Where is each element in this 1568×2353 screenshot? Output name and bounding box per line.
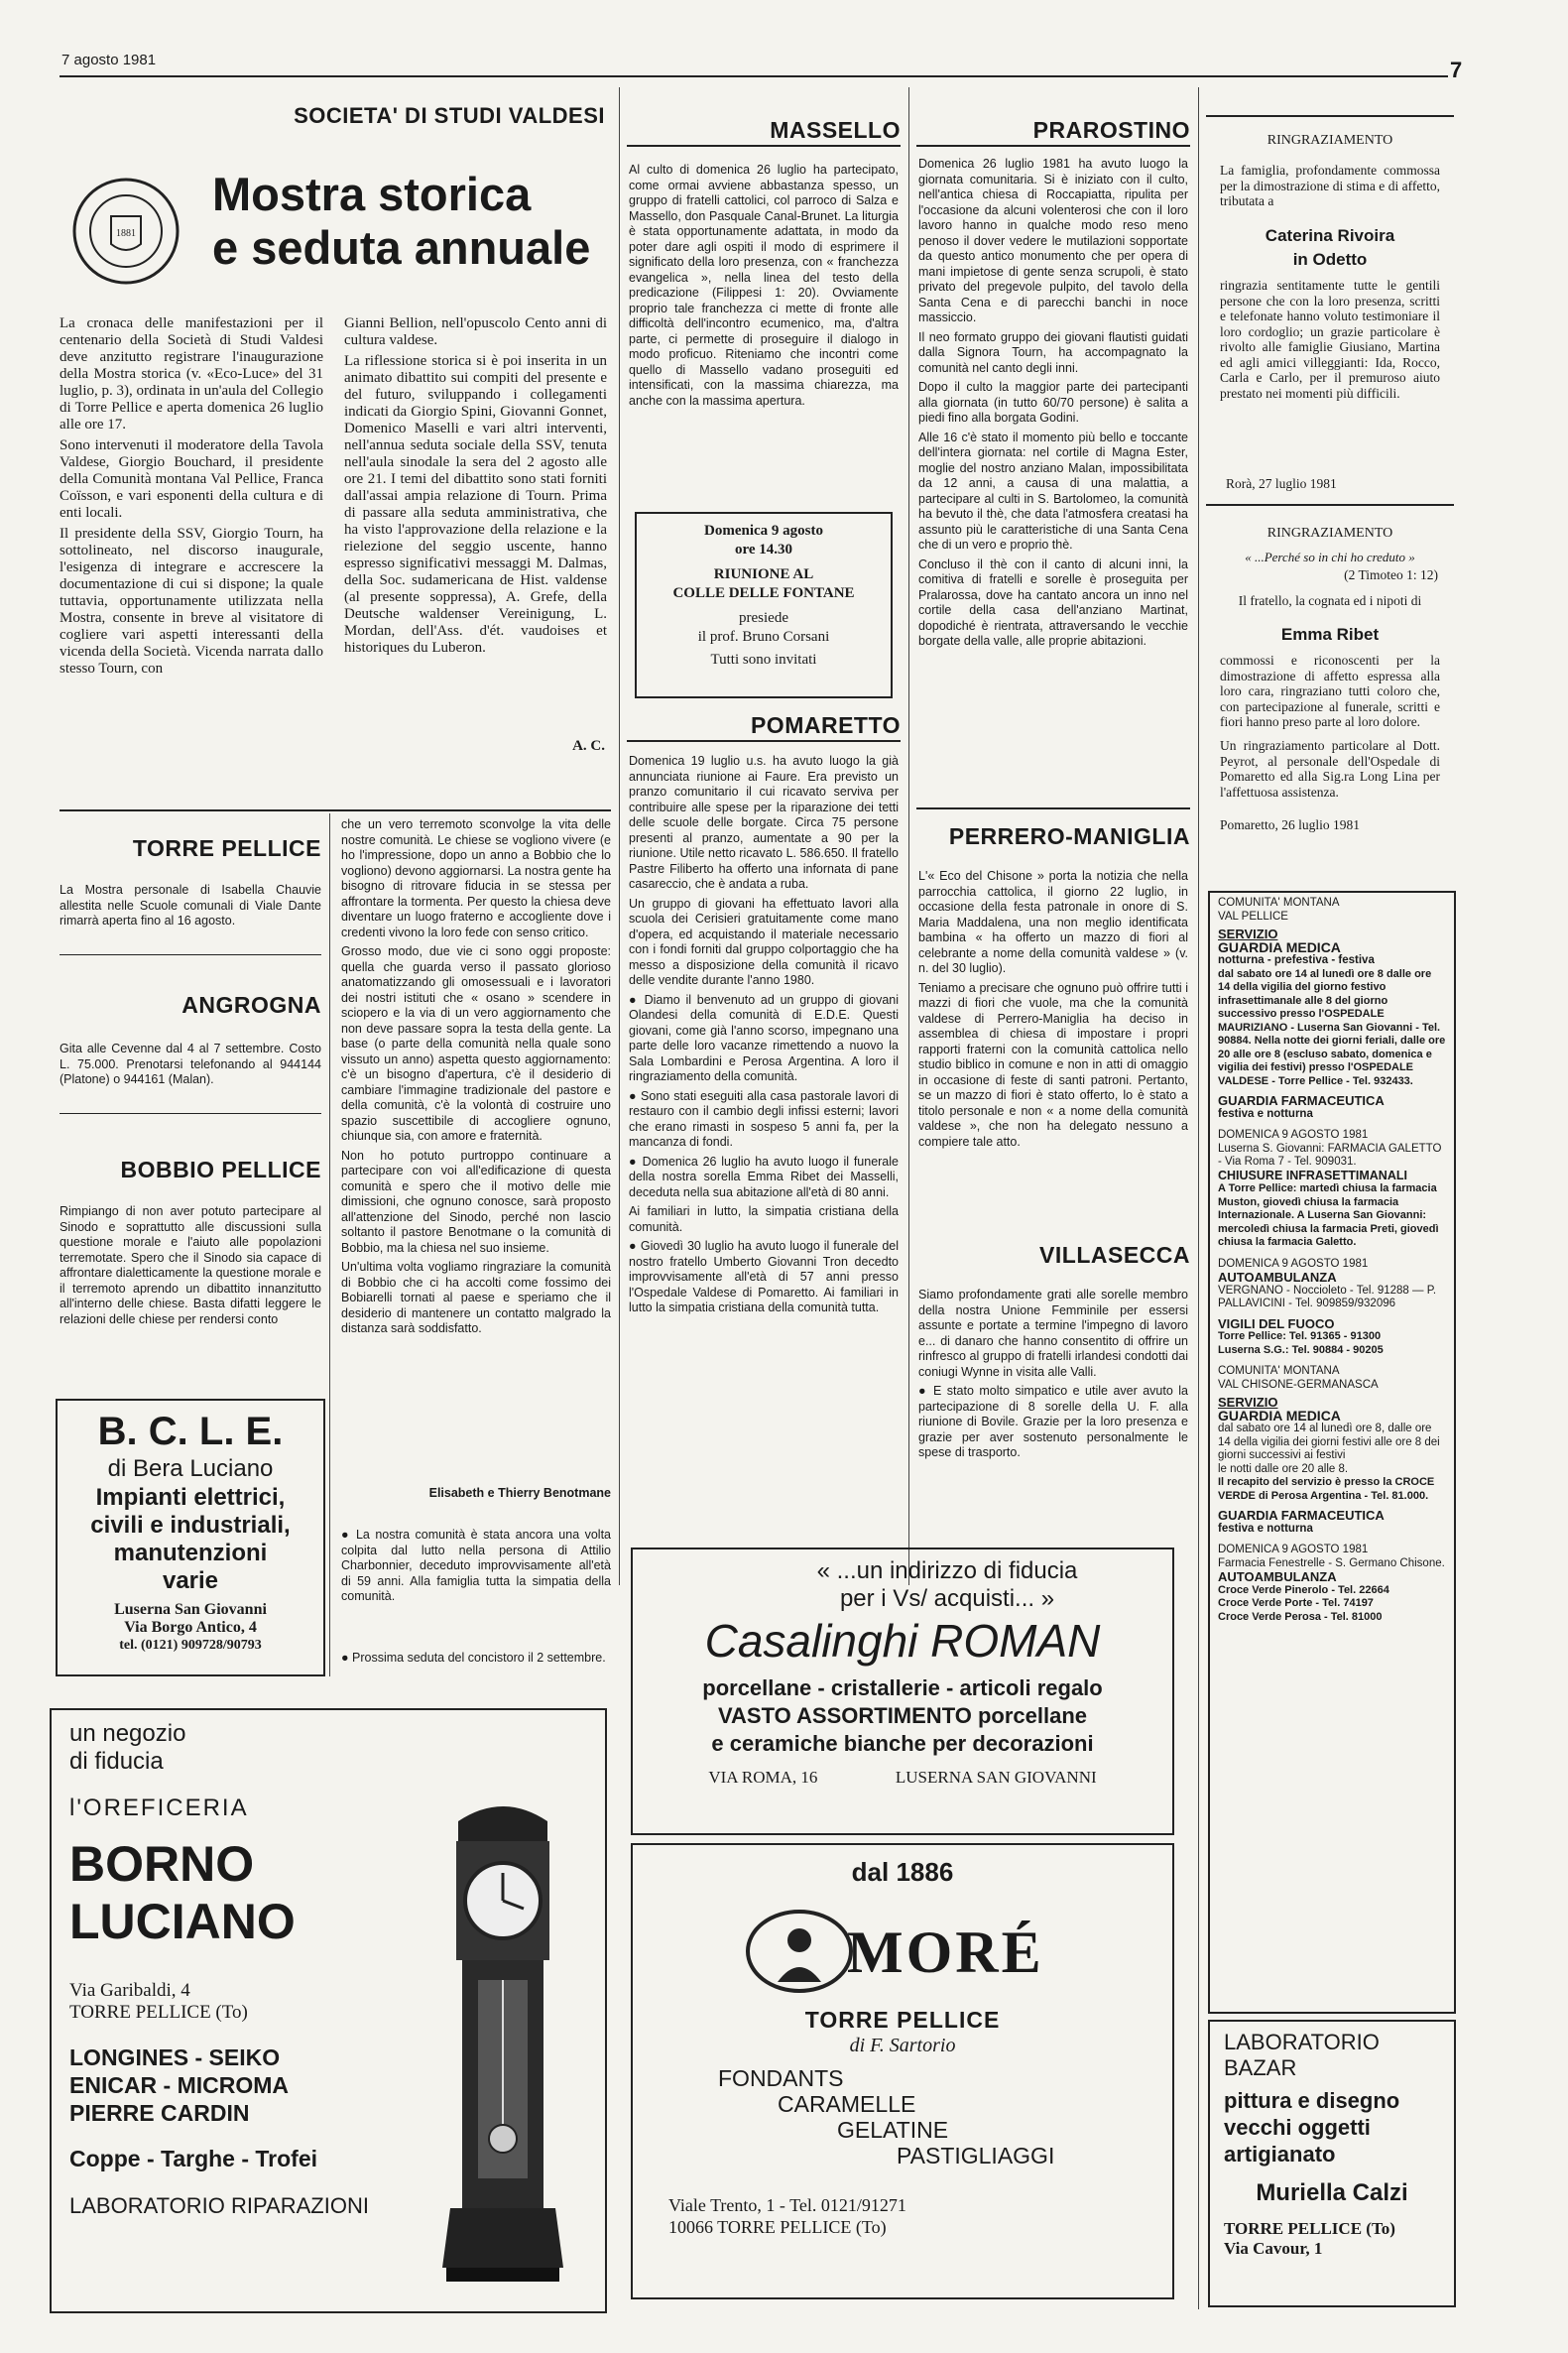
casalinghi-l2: per i Vs/ acquisti... » (839, 1585, 1055, 1612)
more-emblem-icon (740, 1907, 859, 1996)
comunita-farm1-type: festiva e notturna (1218, 1107, 1313, 1120)
prarostino-p2: Il neo formato gruppo dei giovani flautisti guidati dalla Signora Tourn, ha accompagnato la comunità nel canto degli inni. (918, 329, 1188, 375)
riunione-line6: il prof. Bruno Corsani (697, 629, 830, 645)
more-city: TORRE PELLICE (804, 2007, 1001, 2033)
villasecca-text (918, 1288, 1188, 1465)
bobbio-text2-p3: Non ho potuto purtroppo continuare a partecipare con voi all'edificazione di questa comunità e spero che il motivo delle mie dimissioni, che ognuno conosce, sarà proposto all'attenzione del Sinodo, perché non lascio soltanto il pastore Benotmane o la comunità di Bobbio, ma la chiesa nel suo insieme. (341, 1148, 611, 1255)
ring2-place-date: Pomaretto, 26 luglio 1981 (1220, 817, 1360, 832)
more-since: dal 1886 (851, 1857, 954, 1887)
ring2-intro: Il fratello, la cognata ed i nipoti di (1238, 593, 1422, 608)
casalinghi-ad (631, 1548, 1174, 1835)
riunione-box (635, 512, 893, 698)
ring1-name1: Caterina Rivoira (1265, 226, 1395, 245)
torre-rule (60, 954, 321, 955)
societa-kicker: SOCIETA' DI STUDI VALDESI (294, 103, 605, 128)
comunita-guardia1: GUARDIA MEDICA (1218, 938, 1341, 955)
angrogna-head: ANGROGNA (181, 992, 321, 1018)
svg-text:1881: 1881 (116, 228, 136, 239)
angrogna-text: Gita alle Cevenne dal 4 al 7 settembre. Costo L. 75.000. Prenotarsi telefonando al 944144 (Platone) o 944161 (Malan). (60, 1042, 321, 1086)
page-number: 7 (1450, 58, 1463, 82)
bcle-tel: tel. (0121) 909728/90793 (119, 1638, 262, 1653)
more-logo (649, 1907, 1156, 1996)
ring1-head: RINGRAZIAMENTO (1266, 133, 1393, 148)
societa-col1 (60, 315, 323, 681)
comunita-org1: COMUNITA' MONTANA (1218, 897, 1340, 909)
ring1-top-rule (1206, 115, 1454, 117)
comunita-guardia1-text: dal sabato ore 14 al lunedì ore 8 dalle ore 14 della vigilia del giorno festivo infrasettimanale alle 8 del giorno successivo presso l'OSPEDALE MAURIZIANO - Luserna San Giovanni - Tel. 90884. Nella notte dei giorni feriali, dalle ore 20 alle ore 8 (escluso sabato, domenica e vigilia dei festivi) presso l'OSPEDALE VALDESE - Torre Pellice - Tel. 932433. (1218, 967, 1446, 1087)
ring2-quote: « ...Perché so in chi ho creduto » (1245, 550, 1415, 564)
column-rule-3 (908, 87, 909, 1585)
pomaretto-head: POMARETTO (750, 712, 901, 738)
column-rule-4 (1198, 87, 1199, 2309)
bobbio-text2-p1: che un vero terremoto sconvolge la vita delle nostre comunità. Le chiese se vogliono vivere (e ho l'impressione, dopo un anno a Bobbio che lo vogliono) devono aggiornarsi. La nostra gente ha bisogno di ritrovare fiducia in se stessa per affrontare la tormenta. Per questo la chiesa deve diventare un luogo fraterno e accogliente dove i credenti vivono la loro fede con senso critico. (341, 817, 611, 939)
comunita-farm1-text: Luserna S. Giovanni: FARMACIA GALETTO - Via Roma 7 - Tel. 909031. (1218, 1142, 1442, 1168)
bcle-owner: di Bera Luciano (107, 1455, 274, 1482)
bcle-street: Via Borgo Antico, 4 (124, 1619, 257, 1636)
borno-l8: LONGINES - SEIKO (69, 2044, 281, 2070)
casalinghi-l6: e ceramiche bianche per decorazioni (711, 1731, 1094, 1756)
perrero-p2: Teniamo a precisare che ognuno può offrire tutti i mazzi di fiori che vuole, ma che la comunità valdese di Perrero-Maniglia ha deciso in assemblea di chiesa di impostare i propri rapporti fraterni con la comunità cattolica nello studio biblico in comune e non in atti di omaggio in occasione di feste di santi patroni. Pertanto, se un mazzo di fiori è stato offerto, lo è stato a titolo personale e non « a nome della comunità valdese », che non ha delegato nessuno a compiere tale atto. (918, 980, 1188, 1149)
pomaretto-text (629, 754, 899, 1320)
prarostino-text (918, 157, 1188, 654)
comunita-guardia2: GUARDIA MEDICA (1218, 1407, 1341, 1424)
more-caramelle: CARAMELLE (778, 2091, 916, 2117)
comunita-vigili-torre: Torre Pellice: Tel. 91365 - 91300 (1218, 1330, 1382, 1342)
prarostino-p1: Domenica 26 luglio 1981 ha avuto luogo la giornata comunitaria. Si è iniziato con il culto, nell'antica chiesa di Roccapiatta, ripulita per l'occasione da alcuni volenterosi che con il loro lavoro hanno in qualche modo reso meno penoso il dover vedere le mutilazioni sopportate da questo antico monumento che per opera di mani impietose di gente senza scrupoli, è stato privato del pregevole pulpito, del tavolo della Santa Cena e di parecchi banchi in noce massiccio. (918, 157, 1188, 324)
issue-date: 7 agosto 1981 (61, 52, 157, 68)
comunita-ambulanza1: AUTOAMBULANZA (1218, 1270, 1337, 1285)
societa-col2-p2: La riflessione storica si è poi inserita in un animato dibattito sui compiti del presente e del futuro, sviluppando i collegamenti indicati da Giorgio Spini, Giovanni Gonnet, Domenico Maselli e vari altri interventi, nell'annua seduta sociale della SSV, tenuta nell'aula sinodale la sera del 2 agosto alle ore 21. I temi del dibattito sono stati forniti dall'assai ampia relazione di Tourn. Prima di passare alla seduta amministrativa, che ha visto l'approvazione della relazione e la rielezione del seggio uscente, hanno espresso significativi messaggi M. Dalmas, della Soc. sudamericana de Hist. valdense (al presente soppressa), A. Grefe, della Deutsche waldenser Vereinigung, L. Mordan, dell'Ass. d'ét. vaudoises et historiques du Luberon. (344, 353, 607, 656)
laboratorio-l2: BAZAR (1224, 2055, 1297, 2080)
borno-l9: ENICAR - MICROMA (69, 2072, 290, 2098)
seal-emblem-icon (71, 177, 181, 286)
societa-col1-p1: La cronaca delle manifestazioni per il centenario della Società di Studi Valdesi deve anzitutto registrare l'inaugurazione della Mostra storica (v. «Eco-Luce» del 31 luglio, p. 3), ordinata in un'aula del Collegio di Torre Pellice e aperta domenica 26 luglio alle ore 17. (60, 315, 323, 433)
comunita-date2: DOMENICA 9 AGOSTO 1981 (1218, 1257, 1369, 1270)
comunita-croce-perosa: Croce Verde Perosa - Tel. 81000 (1218, 1610, 1383, 1623)
bcle-line5: varie (162, 1567, 219, 1594)
pomaretto-p7: ● Giovedì 30 luglio ha avuto luogo il funerale del nostro fratello Umberto Giovanni Tron decedto improvvisamente all'età di 57 anni presso l'Ospedale Valdese di Pomaretto. Ai familiari in lutto la simpatia cristiana della comunità tutta. (629, 1239, 899, 1314)
perrero-head: PERRERO-MANIGLIA (948, 823, 1190, 849)
comunita-vigili-luserna: Luserna S.G.: Tel. 90884 - 90205 (1218, 1343, 1384, 1356)
more-ad (631, 1843, 1174, 2299)
bcle-ad (56, 1399, 325, 1676)
ring2-head: RINGRAZIAMENTO (1266, 526, 1393, 541)
borno-l4: BORNO (69, 1836, 255, 1892)
casalinghi-address (633, 1766, 1172, 1790)
comunita-croce-porte: Croce Verde Porte - Tel. 74197 (1218, 1597, 1374, 1609)
bobbio-text2 (341, 817, 611, 1341)
bcle-line4: manutenzioni (113, 1540, 268, 1566)
more-owner: di F. Sartorio (849, 2035, 956, 2056)
comunita-vigili: VIGILI DEL FUOCO (1218, 1315, 1335, 1331)
laboratorio-l3: pittura e disegno (1224, 2088, 1400, 2113)
comunita-org1b: VAL PELLICE (1218, 910, 1288, 923)
column-rule-2 (619, 87, 620, 1585)
societa-bottom-rule (60, 809, 611, 811)
comunita-chiusure: CHIUSURE INFRASETTIMANALI (1218, 1168, 1407, 1182)
comunita-org2: COMUNITA' MONTANA (1218, 1365, 1340, 1377)
comunita-box (1208, 891, 1456, 2014)
comunita-recapito: Il recapito del servizio è presso la CROCE VERDE di Perosa Argentina - Tel. 81.000. (1218, 1476, 1435, 1502)
laboratorio-l8: Via Cavour, 1 (1224, 2239, 1323, 2258)
ring2-name: Emma Ribet (1280, 625, 1380, 644)
borno-l3: l'OREFICERIA (69, 1795, 249, 1821)
perrero-text (918, 869, 1188, 1154)
comunita-farm2-type: festiva e notturna (1218, 1522, 1313, 1535)
borno-l1: un negozio (69, 1720, 186, 1747)
laboratorio-l6: Muriella Calzi (1256, 2179, 1408, 2206)
bobbio-note1: ● La nostra comunità è stata ancora una volta colpita dal lutto nella persona di Attilio Charbonnier, deceduto improvvisamente all'età di 59 anni. Alla famiglia tutta la simpatia della comunità. (341, 1528, 611, 1603)
societa-col1-p3: Il presidente della SSV, Giorgio Tourn, ha sottolineato, nel discorso inaugurale, l'esigenza di integrare e accrescere la documentazione di cui si dispone; la quale tuttavia, opportunamente utilizzata nella Mostra, consente in breve al visitatore di cogliere vari aspetti interessanti della vicenda della Società. Vicenda narrata dallo stesso Tourn, con (60, 526, 323, 677)
comunita-guardia2-text: dal sabato ore 14 al lunedì ore 8, dalle ore 14 della vigilia dei giorni festivi alle ore 8 dei giorni successivi ai festivi (1218, 1423, 1440, 1461)
borno-ad (50, 1708, 607, 2313)
bobbio-text1: Rimpiango di non aver potuto partecipare al Sinodo e soprattutto alle discussioni sulla questione morale e l'aiuto alle popolazioni terremotate. Spero che il Sinodo sia capace di affrontare dialetticamente la questione morale e il terremoto aprendo un dibattito innanzitutto all'interno delle chiese. Basta difatti leggere le relazioni delle chiese per rendersi conto (60, 1204, 321, 1326)
column-rule-1 (329, 813, 330, 1676)
societa-title-line1: Mostra storica (212, 168, 532, 220)
casalinghi-l1: « ...un indirizzo di fiducia (816, 1557, 1078, 1584)
casalinghi-l4: porcellane - cristallerie - articoli regalo (702, 1675, 1103, 1700)
prarostino-p5: Concluso il thè con il canto di alcuni inni, la comitiva di fratelli e sorelle è proseguita per Pralarossa, dove ha cantato ancora un inno nel cortile della casa dell'anziano Martinat, dopodiché è rientrata, attraversando le vecchie borgate della valle, alle proprie abitazioni. (918, 557, 1188, 648)
borno-l11: Coppe - Targhe - Trofei (69, 2146, 318, 2171)
more-gelatine: GELATINE (837, 2117, 949, 2143)
comunita-guardia1-type: notturna - prefestiva - festiva (1218, 954, 1375, 966)
comunita-farm2-text: Farmacia Fenestrelle - S. Germano Chisone. (1218, 1556, 1445, 1569)
borno-l12: LABORATORIO RIPARAZIONI (69, 2193, 369, 2218)
clock-icon (428, 1801, 577, 2297)
pomaretto-p1: Domenica 19 luglio u.s. ha avuto luogo la già annunciata riunione ai Faure. Era previsto un pranzo comunitario il cui ricavato serviva per contribuire alle spese per la riparazione dei tetti delle scuole delle borgate. Circa 75 persone presenti al pranzo, aumentate a 90 per la riunione. Utile netto ricavato L. 586.650. Il fratello Pastre Filiberto ha offerto una infornata di pane casareccio, che è andata a ruba. (629, 754, 899, 891)
grandfather-clock-illustration (428, 1801, 577, 2297)
pomaretto-rule (627, 740, 901, 742)
comunita-date3: DOMENICA 9 AGOSTO 1981 (1218, 1544, 1369, 1555)
prarostino-p3: Dopo il culto la maggior parte dei partecipanti alla giornata (in tutto 60/70 persone) è salita a piedi fino alla borgata Godini. (918, 380, 1188, 425)
ring2-top-rule (1206, 504, 1454, 506)
bcle-line3: civili e industriali, (90, 1512, 291, 1539)
riunione-line3: RIUNIONE AL (713, 566, 814, 582)
prarostino-head: PRAROSTINO (1032, 117, 1190, 143)
more-pastigliaggi: PASTIGLIAGGI (897, 2143, 1055, 2168)
header-rule (60, 75, 1448, 77)
torre-text: La Mostra personale di Isabella Chauvie allestita nelle Scuole comunali di Viale Dante rimarrà aperta fino al 16 agosto. (60, 883, 321, 928)
comunita-guardia2-notti: le notti dalle ore 20 alle 8. (1218, 1462, 1349, 1475)
pomaretto-p3: ● Diamo il benvenuto ad un gruppo di giovani Olandesi della comunità di E.D.E. Questi giovani, come già l'anno scorso, impegnano una parte delle loro vacanze rimettendo a nuovo la Sala Lombardini e Perosa Argentina. A loro il ringraziamento della comunità. (629, 992, 899, 1083)
casalinghi-l3: Casalinghi ROMAN (704, 1615, 1101, 1667)
comunita-farm2: GUARDIA FARMACEUTICA (1218, 1508, 1385, 1523)
comunita-date1: DOMENICA 9 AGOSTO 1981 (1218, 1129, 1369, 1141)
ring1-intro: La famiglia, profondamente commossa per la dimostrazione di stima e di affetto, tributata a (1220, 163, 1440, 208)
ring1-place-date: Rorà, 27 luglio 1981 (1226, 476, 1337, 491)
more-name: MORÉ (847, 1920, 1044, 1985)
pomaretto-p2: Un gruppo di giovani ha effettuato lavori alla scuola dei Cerisieri gratuitamente come mano d'opera, ed acquistando il materiale necessario con i fondi forniti dal gruppo colportaggio che ha messo a disposizione della comunità il ricavo delle vendite durante l'anno 1980. (629, 896, 899, 987)
ring1-name2: in Odetto (1292, 250, 1368, 269)
villasecca-head: VILLASECCA (1039, 1242, 1190, 1268)
more-fondants: FONDANTS (718, 2065, 844, 2091)
ring2-body2: Un ringraziamento particolare al Dott. Peyrot, al personale dell'Ospedale di Pomaretto ed alla Sig.ra Long Lina per l'affettuosa assistenza. (1220, 738, 1440, 800)
pomaretto-p5: ● Domenica 26 luglio ha avuto luogo il funerale della nostra sorella Emma Ribet dei Masselli, deceduta nella sua abitazione all'età di 80 anni. (629, 1154, 899, 1199)
bcle-line2: Impianti elettrici, (95, 1484, 286, 1511)
ring1-body: ringrazia sentitamente tutte le gentili persone che con la loro presenza, scritti e telefonate hanno voluto testimoniare il loro cordoglio; un grazie particolare è rivolto alle famiglie Giusiano, Martina ed agli amici villeggianti: Ida, Rocco, Carla e Carlo, per il premuroso aiuto prestato nei momenti più difficili. (1220, 278, 1440, 401)
riunione-line2: ore 14.30 (734, 542, 793, 557)
bcle-city: Luserna San Giovanni (114, 1601, 267, 1618)
societa-seal (71, 177, 181, 286)
ring2-body: commossi e riconoscenti per la dimostrazione di affetto espressa alla loro cara, ringraziano tutti coloro che, con partecipazione al funerale, scritti e fiori hanno preso parte al loro dolore. (1220, 653, 1440, 729)
casalinghi-street: VIA ROMA, 16 (708, 1768, 818, 1787)
riunione-line1: Domenica 9 agosto (704, 523, 823, 539)
riunione-line7: Tutti sono invitati (710, 652, 817, 668)
bcle-title: B. C. L. E. (97, 1410, 284, 1453)
massello-head: MASSELLO (770, 117, 901, 143)
borno-l5: LUCIANO (69, 1894, 296, 1949)
borno-l7: TORRE PELLICE (To) (69, 2002, 248, 2023)
societa-col1-p2: Sono intervenuti il moderatore della Tavola Valdese, Giorgio Bouchard, il presidente della Comunità montana Val Pellice, Franca Coïsson, e vari esponenti della cultura e di enti locali. (60, 437, 323, 521)
laboratorio-l1: LABORATORIO (1224, 2030, 1380, 2054)
prarostino-p4: Alle 16 c'è stato il momento più bello e toccante dell'intera giornata: nel cortile di Magna Ester, moglie del nostro anziano Malan, impossibilitata da 12 anni, a causa di una malattia, a partecipare al culti in S. Bartolomeo, la comunità ha bevuto il thè, che data l'atmosfera creatasi ha assunto più le caratteristiche di una Santa Cena che di un vero e proprio thè. (918, 430, 1188, 552)
angrogna-rule (60, 1113, 321, 1114)
laboratorio-l4: vecchi oggetti (1224, 2115, 1371, 2140)
societa-col2 (344, 315, 607, 661)
massello-rule (627, 145, 901, 147)
societa-col2-p1: Gianni Bellion, nell'opuscolo Cento anni di cultura valdese. (344, 315, 607, 348)
bobbio-signature: Elisabeth e Thierry Benotmane (428, 1486, 611, 1500)
more-postcode: 10066 TORRE PELLICE (To) (668, 2217, 887, 2237)
riunione-line4: COLLE DELLE FONTANE (672, 585, 855, 601)
laboratorio-ad (1208, 2020, 1456, 2307)
casalinghi-city: LUSERNA SAN GIOVANNI (895, 1768, 1097, 1787)
comunita-chiusure-text: A Torre Pellice: martedì chiusa la farmacia Muston, giovedì chiusa la farmacia Internazionale. A Luserna San Giovanni: mercoledì chiusa la farmacia Preti, giovedì chiusa la farmacia Galetto. (1218, 1182, 1439, 1248)
casalinghi-l5: VASTO ASSORTIMENTO porcellane (717, 1703, 1088, 1728)
borno-l6: Via Garibaldi, 4 (69, 1980, 190, 2001)
pomaretto-p6: Ai familiari in lutto, la simpatia cristiana della comunità. (629, 1204, 899, 1234)
laboratorio-l7: TORRE PELLICE (To) (1224, 2219, 1395, 2238)
comunita-servizio1: SERVIZIO (1218, 927, 1278, 941)
borno-l2: di fiducia (69, 1748, 164, 1775)
more-address: Viale Trento, 1 - Tel. 0121/91271 (668, 2195, 906, 2215)
bobbio-note2: ● Prossima seduta del concistoro il 2 settembre. (341, 1651, 606, 1665)
comunita-ambulanza1-text: VERGNANO - Noccioleto - Tel. 91288 — P. PALLAVICINI - Tel. 909859/932096 (1218, 1284, 1437, 1309)
societa-title-line2: e seduta annuale (212, 221, 591, 274)
comunita-servizio2: SERVIZIO (1218, 1395, 1278, 1410)
bobbio-head: BOBBIO PELLICE (120, 1157, 321, 1182)
massello-text: Al culto di domenica 26 luglio ha partecipato, come ormai avviene abbastanza spesso, un gruppo di fratelli cattolici, col parroco di Salza e Massello, don Pasquale Canal-Brunet. La liturgia è stata opportunamente adattata, in modo da poter dare agli ospiti il modo di esprimere il significato della loro presenza, con « franchezza evangelica », nella linea del testo della predicazione (Filippesi 1: 20). Ovviamente proprio tale franchezza ci mette di fronte alle difficoltà dell'incontro ecumenico, ma, d'altra parte, ci permette di proseguire il dialogo in modo proficuo. Riteniamo che incontri come quello di Massello vadano proseguiti ed intensificati, con la massima chiarezza, ma anche con la massima apertura. (629, 163, 899, 408)
comunita-farm1: GUARDIA FARMACEUTICA (1218, 1093, 1385, 1108)
villasecca-p1: Siamo profondamente grati alle sorelle membro della nostra Unione Femminile per essersi assunte e portate a termine l'impegno di lavoro e... di danaro che hanno consentito di offrire un rinfresco al gruppo di fratelli irlandesi condotti dai coniugi Wynne in visita alle Valli. (918, 1288, 1188, 1379)
riunione-line5: presiede (739, 610, 788, 626)
ring2-ref: (2 Timoteo 1: 12) (1344, 567, 1438, 582)
comunita-croce-pinerolo: Croce Verde Pinerolo - Tel. 22664 (1218, 1583, 1389, 1596)
torre-head: TORRE PELLICE (132, 835, 321, 861)
prarostino-rule (916, 145, 1190, 147)
bobbio-text2-p4: Un'ultima volta vogliamo ringraziare la comunità di Bobbio che ci ha accolti come fossimo dei Bobiarelli tornati al paese e speriamo che il desiderio di mantenere un contatto malgrado la distanza sarà soddisfatto. (341, 1260, 611, 1335)
laboratorio-l5: artigianato (1224, 2142, 1336, 2167)
borno-l10: PIERRE CARDIN (69, 2100, 250, 2126)
villasecca-p2: ● E stato molto simpatico e utile aver avuto la partecipazione di 8 sorelle della U. F. alla riunione di Bovile. Grazie per la loro presenza e grazie per aver sostenuto personalmente le spese di trasporto. (918, 1384, 1188, 1459)
societa-signature: A. C. (572, 738, 605, 754)
perrero-top-rule (916, 807, 1190, 809)
bobbio-text2-p2: Grosso modo, due vie ci sono oggi proposte: quella che guarda verso il passato glorioso anatomatizzando gli omosessuali e i lavoratori dei nostri istituti che « osano » scendere in sciopero e la via di un vero aggiornamento che non deve passare sopra la testa della gente. La base (o parte della comunità nella quale sono vissuto un anno) aspetta questo aggiornamento: c'è un bisogno d'apertura, c'è il desiderio di cambiare l'immagine tradizionale del pastore e della comunità, c'è la volontà di costruire uno spazio suscettibile di accogliere ognuno, chiunque sia, con amore e fraternità. (341, 944, 611, 1143)
perrero-p1: L'« Eco del Chisone » porta la notizia che nella parrocchia cattolica, il giorno 22 luglio, in occasione della festa patronale in onore di S. Maria Maddalena, una non meglio identificata bambina « ha offerto un mazzo di fiori al celebrante a nome della comunità valdese » (v. n. del 30 luglio). (918, 869, 1188, 975)
comunita-ambulanza2: AUTOAMBULANZA (1218, 1569, 1337, 1584)
pomaretto-p4: ● Sono stati eseguiti alla casa pastorale lavori di restauro con il cambio degli infissi esterni; lavori che erano rimasti in sospeso 5 anni fa, per la mancanza di fondi. (629, 1088, 899, 1149)
comunita-org2b: VAL CHISONE-GERMANASCA (1218, 1378, 1379, 1391)
